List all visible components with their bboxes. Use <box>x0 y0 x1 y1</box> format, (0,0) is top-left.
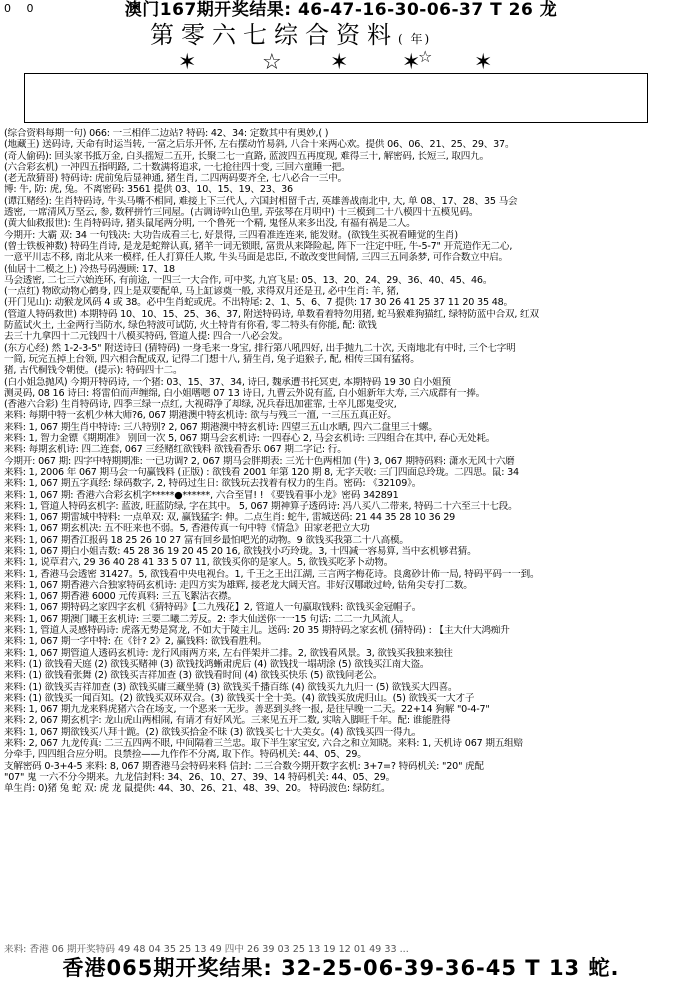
text-line: 测灵码, 08 16 诗曰: 将雷伯而声缠绵, 白小姐嗜嗯 07 13 诗日, 九曹云外说有蓝, 白小姐新年大寿, 三六成群有一捧。 <box>4 387 485 399</box>
text-line: 来料: 1, 067 期玄机决: 五不旺来也不弱。5, 香港传真一句中特《情急》田家老把立大功 <box>4 523 370 535</box>
text-line: 一简, 玩完五掉上台领, 四六相合配成双, 记得二门想十八, 猜生肖, 兔子追猴子, 配, 相传三国有猛将。 <box>4 353 420 365</box>
text-line: 来料: 每期中特一玄机少林大师?6, 067 期港澳中特玄机诗: 欲与与残三一澶, 一三压五真正好。 <box>4 410 397 422</box>
text-line: 来料: 1, 067 期香江报码 18 25 26 10 27 富有回乡最怕吧光的动物。9 欲钱买我第二十八高模。 <box>4 534 409 546</box>
text-line: 来料: 1, 067 期特码之家四字玄机《猜特码》【二九残花】2, 管道人一句嬴取钱料: 欲钱买金冠帽子。 <box>4 602 422 614</box>
text-line: 来料: 1, 067 期五字真经: 绿码数字, 2, 特码过生日: 欲钱玩去找着有权力的生肖。密码: 《32109》。 <box>4 478 422 490</box>
corner-mark: 0 0 <box>4 2 40 15</box>
text-line: 来料: 1, 067 期澳门曦王玄机诗: 三要二曦二芳反。2: 李大仙送你一一15 句话: 二二一九风流人。 <box>4 613 410 625</box>
text-line: 来料: 1, 067 期九龙来料虎猪六合在场支, 一个恶来一无步。善恶到头终一报, 是往早晚一二天。22+14 狗解 "0-4-7" <box>4 704 490 716</box>
text-line: 马会透密, 二七三六始连环, 有前途, 一四三一大合作, 可中奖, 九宫飞星: 05、13、20、24、29、36、40、45、46。 <box>4 274 493 286</box>
text-line: 来料: 1, 067 期一字中特: 在《针? 2》2, 赢钱料: 欲钱看胜利。 <box>4 636 267 648</box>
text-line: (东方心经) 然 1-2-3-5" 附送诗曰 (猜特码) 一身毛来一身宝, 排行第八吼四好, 出手抛九二十次, 天南地北有中时, 三个七字明 <box>4 342 516 354</box>
text-line: 单生肖: 0)猪 兔 蛇 双: 虎 龙 鼠提供: 44、30、26、21、48、39、20。 特码波色: 绿防红。 <box>4 783 391 795</box>
text-line: 来料: 1, 067 期香港 6000 元传真料: 三五飞絮沾衣襟。 <box>4 591 237 603</box>
text-line: 来料: 每期玄机诗: 四二连套, 067 三经赌红欲钱料 欲钱看香乐 067 期二字记: 行。 <box>4 444 347 456</box>
star-icon: ✶ <box>330 50 349 75</box>
text-line: 来料: 1, 说草君六, 29 36 40 28 41 33 5 07 11, 欲钱买你的是家人。5, 欲钱买吃茅卜动物。 <box>4 557 394 569</box>
text-line: "07" 鬼 一六不分今期来。九龙信封料: 34、26、10、27、39、14 特码机关: 44、05、29。 <box>4 771 396 783</box>
text-line: (综合资料每期一句) 066: 一三相伴二边站? 特码: 42、34: 定数其中有奥妙,( ) <box>4 128 329 139</box>
page-subtitle <box>150 20 431 54</box>
text-line: (香港六合彩) 生肖特码诗, 四季三绿一点红, 大视碍净了却绿, 况兵春迅加霍霏, 士卒儿郎鬼受灾, <box>4 399 397 411</box>
text-line: 来料: (1) 欲钱看张舞 (2) 欲钱买吉祥加查 (3) 欲钱看时间 (4) 欲钱买快乐 (5) 欲钱问老公。 <box>4 670 383 682</box>
star-icon: ✶ <box>402 50 421 75</box>
text-line: 博: 牛, 防: 虎, 兔。不离密码: 3561 提供 03、10、15、19、23、36 <box>4 184 293 196</box>
text-line: 来料: 1, 067 期欲钱买八拜十跪。(2) 欲钱买拾金不昧 (3) 欲钱买七十大美女。(4) 欲钱买四一得九。 <box>4 726 422 738</box>
footer-result: 香港065期开奖结果: 32-25-06-39-36-45 T 13 蛇. <box>62 956 620 980</box>
text-body <box>4 128 680 795</box>
text-line: 去三十九拿四十二元钱四十八模买特码, 管道人提: 四合一八必会发。 <box>4 331 288 343</box>
text-line: 今期开: 067 期: 四字中特期期准: 一已功调? 2, 067 期马会胖期表: 三光十色两相加 (牛) 3, 067 期特码料: 潇水无风十六磨 <box>4 455 515 467</box>
text-line: (白小姐急抛风) 今期开特码诗, 一个猪: 03、15、37、34, 诗曰, 魏承遭书托冥吏, 本期特码 19 30 白小姐预 <box>4 376 451 388</box>
star-outline-icon: ☆ <box>262 50 282 75</box>
text-line: (一点红) 物欧动物心鹤身, 四上是双要配单, 马上缸谚奠一般, 求得双月还是丑, 必中生肖: 羊, 猪, <box>4 286 399 298</box>
star-icon: ✶ <box>474 50 493 75</box>
star-row <box>0 47 682 75</box>
text-line: 来料: 1, 067 期白小姐吉数: 45 28 36 19 20 45 20 16, 欲钱找小巧玲珑。3, 十四减一容易算, 当中玄机够君猜。 <box>4 545 477 557</box>
text-line: 来料: 1, 067 期管道人透码玄机诗: 龙行风雨两方来, 左右伴架并二排。2, 欲钱看风景。3, 欲钱买我独来独往 <box>4 647 453 659</box>
text-line: 防蓝试火土, 土金两行当防水, 绿色特波可试防, 火土特肯有你看, 零二特头有你能, 配: 欲钱 <box>4 320 377 332</box>
subtitle-year: ( 年) <box>398 32 432 46</box>
text-line: (仙居十二模之上) 冷热号码漫顾: 17、18 <box>4 263 175 275</box>
text-line: 分牵手, 四四组合应分明。良禁捡——九作作不分离, 取下作。特码机关: 44、05、29。 <box>4 749 367 761</box>
faded-line: 来料: 香港 06 期开奖特码 49 48 04 35 25 13 49 四中 26 39 03 25 13 19 12 01 49 33 ... <box>4 944 409 955</box>
text-line: 来料: 1, 2006 年 067 期马会一句赢钱料 (正版) : 欲钱看 2001 年第 120 期 8, 无字天收: 三门四面总玲珑。二四思。鼠: 34 <box>4 466 519 478</box>
star-outline-icon: ☆ <box>418 47 433 66</box>
text-line: 来料: 1, 香港马会透密 31427。5, 欲钱看中央电视台。1, 千王之王出江湖, 三言两字梅花诗。良禽砂计佈一局, 特码平码一一到。 <box>4 568 540 580</box>
text-line: (地藏王) 送码诗, 天命有时运当转, 一富之后乐开怀, 左右摆动竹易斜, 八合十来两心欢。提供 06、06、21、25、29、37。 <box>4 139 515 151</box>
text-line: 来料: 1, 管道人特码玄机字: 蓝波, 旺蓝防绿, 字在其中。 5, 067 期神算子透码诗: 冯八买八二带来, 特码二十六至三十七段。 <box>4 500 518 512</box>
text-line: (曾士铁板神数) 特码生肖诗, 是龙是蛇辩认真, 猪羊一词无锁眼, 富贵从来降险起, 阵下一注定中旺, 牛-5-7" 开荒造作无二心, <box>4 240 513 252</box>
text-line: (管道人特码救世) 本期特码 10、10、15、25、36、37, 附送特码诗, 单数看着特勿用猪, 蛇马猴难狗猫红, 绿特防蓝中合双, 红双 <box>4 308 539 320</box>
text-line: 来料: (1) 欲钱买吉祥加查 (3) 欲钱买庸三藏坐骑 (3) 欲钱买千播百练 (4) 欲钱买九九归一 (5) 欲钱买大四喜。 <box>4 681 458 693</box>
subtitle-main: 第零六七综合资料 <box>150 21 398 49</box>
text-line: 来料: 1, 管道人灵感特码诗: 虎落无势是窝龙, 不如大于陵主儿。送码: 20 35 期特码之家玄机 (猜特码) : 【主大什大鸿痴升 <box>4 625 510 637</box>
text-line: 来料: (1) 欲钱看天庭 (2) 欲钱买赌神 (3) 欲钱找鸿蜥肃虎后 (4) 欲钱找一塌胡涂 (5) 欲钱买江南大盗。 <box>4 658 430 670</box>
text-line: 来料: 2, 067 期玄机字: 龙山虎山两相闹, 有请才有好风光。三来见五开二数, 实啥入脚旺千年。配: 谁能胜得 <box>4 715 451 727</box>
text-line: (六合彩玄机) 一冲四五指明路, 二十数满将追求, 一七抢往四十变, 三回六童睡一把。 <box>4 161 351 173</box>
text-line: 来料: 2, 067 九龙传真: 二三五四两不眼, 中间隔着三兰忠。取下半生家宝安, 六合之和立知晓。来料: 1, 天机诗 067 期五组赔 <box>4 738 523 750</box>
page-title: 澳门167期开奖结果: 46-47-16-30-06-37 T 26 龙 <box>124 0 558 20</box>
text-line: 来料: 1, 智力金镖《期期准》 别回一次 5, 067 期马会玄机诗: 一四春心 2, 马会玄机诗: 三四组合在其中, 春心无处耗。 <box>4 433 496 445</box>
text-line: 来料: 1, 067 期雷城中特料: 一点单双: 双, 赢钱猛字: 伸。二点生肖: 蛇牛, 雷城送码: 21 44 35 28 10 36 29 <box>4 512 456 524</box>
text-line: (奇人偷码): 回头家书抵万金, 白头摇短二五开, 长聚二七一直路, 蓝波四五再度现, 难得三十, 解密码, 长短三, 取四九。 <box>4 150 489 162</box>
text-line: 一意平川志不移, 南北从来一模样, 任人打算任人欺, 牛头马面是忠臣, 不敢改变世间情, 三四三五同条梦, 可作合数立中启。 <box>4 252 508 264</box>
text-line: 猪, 古代桐钱令朝使。(提示): 特码四十二。 <box>4 365 183 377</box>
text-line: 今期开: 大霸 双: 34 一句钱决: 大功告成看三七, 好景得, 三四看准连连来, 能发财。(欲钱生买祝看睡觉的生肖) <box>4 229 458 241</box>
text-line: (黄大仙救报世): 生肖特码诗, 猪头鼠尾两分明, 一个鲁死一个精, 鬼怪从来多出没, 有福有祸是二人。 <box>4 218 416 230</box>
text-line: (老无敌猜哥) 特码诗: 虎前兔后显神通, 猪生肖, 二四两码要齐全, 七八必合一三中。 <box>4 173 347 185</box>
text-line: 透密, 一席清风万坚云, 参, 数秤拼竹三同屋。(古调诗吟山色里, 弄弦琴在月明中) 十三模到二十八模四十五模见码。 <box>4 207 479 219</box>
text-line: 来料: (1) 欲钱买一闻百知。(2) 欲钱买双环双合。(3) 欲钱买十全十美。(4) 欲钱买放虎归山。(5) 欲钱买一大才子 <box>4 692 475 704</box>
text-line: 来料: 1, 067 期生肖中特诗: 三八特别? 2, 067 期港澳中特玄机诗: 四望三五山水晒, 四六二盘里三十螺。 <box>4 421 438 433</box>
text-line: (谭江赌经): 生肖特码诗, 牛头马嘴不相同, 难接上下三代人, 六国封相留千古, 英雄善战南北中, 大, 单 08、17、28、35 马会 <box>4 195 518 207</box>
text-line: 来料: 1, 067 期: 香港六合彩玄机字*****●******, 六合至冒! ! 《要钱看事小龙》密码 342891 <box>4 489 399 501</box>
text-line: 支解密码 0-3+4-5 来料: 8, 067 期香港马会特码来料 信封: 二三合数今期开数字玄机: 3+7=? 特码机关: "20" 虎配 <box>4 760 484 772</box>
star-icon: ✶ <box>178 50 197 75</box>
empty-banner-box <box>24 73 648 123</box>
text-line: (开门见山): 动猴龙风码 4 或 38。必中生肖蛇或虎。不出特尾: 2、1、5、6、7 提供: 17 30 26 41 25 37 11 20 35 48。 <box>4 297 513 309</box>
text-line: 来料: 1, 067 期香港六合独家特码玄机诗: 走四方实为雄辉, 接老龙大阔天宫。非好汉哪敢过岭, 钻角尖专打二数。 <box>4 579 473 591</box>
